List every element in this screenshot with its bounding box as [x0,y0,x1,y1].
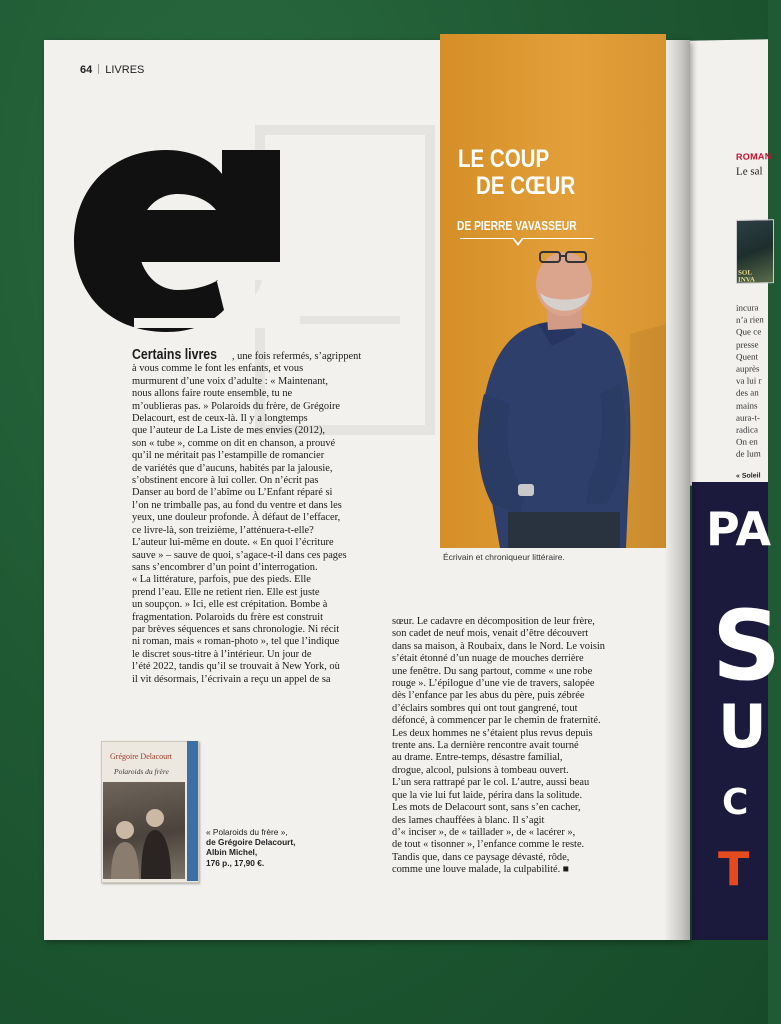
article-line: rouge ». L’épilogue d’une vie de travers, salopée [392,678,595,690]
author-portrait [440,34,666,548]
book-caption-author: de Grégoire Delacourt, [206,837,296,848]
speech-bubble-line [460,238,594,239]
article-line: qu’il ne méritait pas l’estampille de romancier [132,450,325,462]
article-line: Les mots de Delacourt sont, sans s’en cacher, [392,802,581,814]
book-caption-title: « Polaroids du frère », [206,827,288,837]
article-line: Danser au bord de l’abîme ou L’Enfant réparé si [132,487,333,499]
next-page-text [736,301,776,460]
panel-heading-line: DE CŒUR [476,172,576,200]
coup-de-coeur-panel [440,34,666,548]
article-line: que l’auteur de La Liste de mes envies (2012), [132,425,326,437]
page-number: 64 [80,64,93,76]
article-line: Delacourt, est de ceux-là. Il y a longtemps [132,413,308,425]
article-column-2 [392,616,640,877]
article-line: murmurent d’une voix d’adulte : « Maintenant, [132,375,328,387]
ad-letter-t: T [718,842,750,896]
article-line: trente ans. La dernière rencontre avait tourné [392,740,579,752]
panel-heading [458,146,575,200]
article-line: de tout « tisonner », l’enfance comme le reste. [392,839,585,851]
article-line: sans s’encombrer d’un point d’interrogation. [132,561,318,573]
next-page-line: va lui r [736,375,762,387]
book-caption-price: 176 p., 17,90 €. [206,857,265,868]
book-caption-publisher: Albin Michel, [206,847,258,858]
next-page-line: Que ce [736,326,762,338]
article-line: « La littérature, parfois, pue des pieds. Elle [132,574,311,586]
article-line: nous allons faire route ensemble, tu ne [132,388,293,400]
article-line: au drame. Entre-temps, désastre familial, [392,752,563,764]
book-cover-band [187,741,198,881]
article-line: défoncé, à commencer par le chemin de fraternité. [392,715,601,727]
article-line: ni roman, mais « roman-photo », tel que l’indique [132,636,340,648]
drop-cap-c [74,150,286,332]
article-line: à vous comme le font les enfants, et vous [132,363,304,375]
article-line: L’auteur lui-même en doute. « En quoi l’écriture [132,537,334,549]
next-page-line: auprès [736,363,760,374]
ad-letters-pa: PA [706,502,772,556]
next-page-book-cover-text: SOL INVA [738,268,755,284]
advertisement [692,482,781,940]
book-cover-photo [103,782,185,879]
folio-divider [98,64,99,74]
article-line: dès l’enfance par les abus du père, puis zébrée [392,690,585,702]
article-line: d’« inciser », de « taillader », de « lacérer », [392,826,576,838]
article-line: son « tube », comme on dit en chanson, a prouvé [132,437,336,449]
next-page-line: aura-t- [736,412,760,423]
article-line: dans sa maison, à Roubaix, dans le Nord. Le voisin [392,640,605,652]
article-line: des lames chauffées à blanc. Il s’agit [392,814,545,826]
article-lead: Certains livres [132,347,217,363]
article-line: une fenêtre. Du sang partout, comme « une robe [392,665,593,677]
article-line: comme une louve malade, la culpabilité. ■ [392,864,570,876]
article-line: Les deux hommes ne s’étaient plus revus depuis [392,727,593,739]
next-page-line: presse [736,339,759,350]
next-page [686,39,772,485]
article-line: un soupçon. » Ici, elle est crépitation. Bombe à [132,599,328,611]
article-line: sœur. Le cadavre en décomposition de leur frère, [392,616,595,627]
article-line: yeux, une douleur profonde. À défaut de l’effacer, [132,512,341,524]
article-line: son cadet de neuf mois, venait d’être découvert [392,628,589,640]
article-line: L’un sera rattrapé par le col. L’autre, aussi beau [392,777,590,789]
next-page-line: incura [736,302,759,313]
article-line: s’obstinent encore à lui coller. On n’écrit pas [132,475,319,487]
folio [80,64,144,76]
section-name: LIVRES [105,64,145,76]
panel-heading-line: LE COUP [458,145,550,173]
next-page-line: Quent [736,351,758,362]
article-line: fragmentation. Polaroids du frère est construit [132,611,324,623]
article-line: il vit désormais, l’écrivain a reçu un appel de sa [132,673,331,685]
book-cover-title: Polaroids du frère [114,767,169,776]
speech-bubble-tail-inner [514,238,522,243]
ad-letter-c: C [722,782,749,823]
ad-letter-s: S [712,590,781,702]
book-cover-children-photo [103,782,185,879]
next-page-caption: « Soleil [736,472,761,480]
page-gutter-shadow [664,40,690,940]
next-page-title: Le sal [736,165,763,178]
next-page-section: ROMAN [736,151,772,162]
article-line: Tandis que, dans ce paysage dévasté, rôde, [392,851,570,863]
article-line: que la vie lui fut laide, périra dans la solitude. [392,789,583,801]
article-line: le discret sous-titre à l’intérieur. Un jour de [132,648,312,660]
next-page-line: de lum [736,448,761,460]
next-page-line: radica [736,424,758,435]
article-line: par brèves séquences et sans chronologie. Ni récit [132,623,340,635]
article-line: m’oublieras pas. » Polaroids du frère, de Grégoire [132,400,341,412]
book-cover-author: Grégoire Delacourt [110,752,172,761]
next-page-line: n’a rien [736,314,764,326]
next-page-line: des an [736,387,759,399]
article-line: l’on ne trimballe pas, au fond du ventre et dans les [132,499,342,511]
article-line: s’était étonné d’un nuage de mouches derrière [392,653,584,665]
photo-caption: Écrivain et chroniqueur littéraire. [443,552,565,562]
article-line: drogue, alcool, pulsions à tombeau ouvert. [392,764,569,776]
next-page-line: mains [736,400,758,411]
article-line: l’été 2022, tandis qu’il se trouvait à New York, où [132,661,340,673]
article-line: prend l’eau. Elle ne retient rien. Elle est juste [132,586,320,598]
article-line: sauve » – sauve de quoi, s’agace-t-il dans ces pages [132,549,347,561]
article-line: de variétés que d’aucuns, habités par la jalousie, [132,462,333,474]
article-line: ce livre-là, son treizième, l’atténuera-t-elle? [132,524,314,536]
article-column-1 [132,349,432,686]
article-first-line: Certains livres , une fois refermés, s’agrippent [132,347,362,363]
book-caption [206,827,295,868]
panel-byline: DE PIERRE VAVASSEUR [457,219,577,233]
next-page-line: On en [736,436,758,448]
article-line: d’éclairs sombres qui ont tout gangrené, tout [392,702,578,714]
ad-letter-u: U [718,692,767,762]
